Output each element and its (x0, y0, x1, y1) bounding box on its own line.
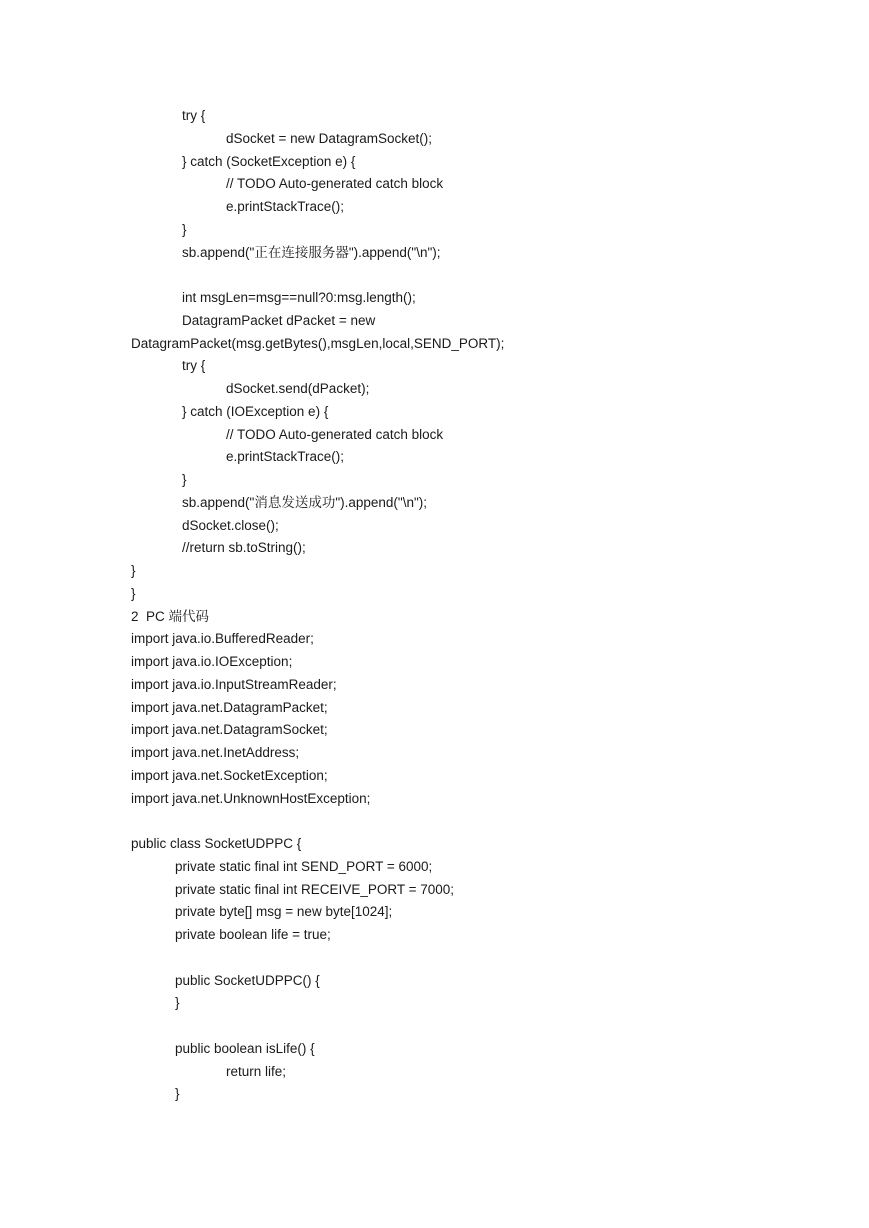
code-line (0, 537, 869, 560)
blank-line (0, 264, 869, 287)
blank-line (0, 1015, 869, 1038)
code-line-text: e.printStackTrace(); (226, 449, 345, 465)
code-line-text: import java.net.DatagramSocket; (131, 722, 328, 738)
code-line-text: private byte[] msg = new byte[1024]; (175, 904, 393, 920)
code-line-text: private boolean life = true; (175, 927, 331, 942)
blank-line (0, 810, 869, 833)
code-line (0, 1083, 869, 1106)
code-line (0, 856, 869, 879)
code-line-text: } (131, 563, 136, 578)
code-line-text: import java.io.InputStreamReader; (131, 676, 337, 692)
code-line (0, 310, 869, 333)
code-line-text: sb.append("消息发送成功").append("\n"); (182, 494, 428, 510)
code-line-text: import java.net.SocketException; (131, 767, 328, 783)
code-line (0, 424, 869, 447)
code-line (0, 333, 869, 356)
code-line (0, 378, 869, 401)
code-line-text: } (175, 995, 180, 1011)
code-line-text: import java.net.UnknownHostException; (131, 790, 371, 806)
code-line-text: try { (182, 108, 206, 123)
code-line (0, 560, 869, 583)
code-line-text: dSocket.close(); (182, 517, 279, 533)
code-line-text: public class SocketUDPPC { (131, 836, 302, 851)
code-line-text: //return sb.toString(); (182, 540, 306, 556)
code-line-text: } (182, 221, 187, 237)
code-line (0, 833, 869, 856)
code-line-text: } (182, 472, 187, 487)
code-line-text: import java.io.IOException; (131, 654, 293, 669)
code-line (0, 970, 869, 993)
code-line (0, 401, 869, 424)
code-line (0, 1038, 869, 1061)
code-line (0, 219, 869, 242)
code-line-text: } catch (IOException e) { (182, 403, 329, 419)
code-line-text: dSocket.send(dPacket); (226, 381, 370, 396)
code-line (0, 697, 869, 720)
code-line-text: import java.net.InetAddress; (131, 745, 300, 760)
code-line (0, 606, 869, 629)
code-line (0, 469, 869, 492)
code-line (0, 674, 869, 697)
code-line (0, 128, 869, 151)
code-line (0, 105, 869, 128)
code-line (0, 742, 869, 765)
code-line-text: sb.append("正在连接服务器").append("\n"); (182, 244, 441, 260)
code-line (0, 765, 869, 788)
code-line-text: try { (182, 358, 206, 374)
code-line-text: } (131, 585, 136, 601)
code-line-text: public SocketUDPPC() { (175, 972, 320, 988)
code-line-text: DatagramPacket dPacket = new (182, 312, 376, 328)
code-line-text: private static final int RECEIVE_PORT = 7000; (175, 881, 455, 897)
code-line-text: 2 PC 端代码 (131, 608, 210, 624)
code-line-text: } (175, 1086, 180, 1102)
code-line (0, 583, 869, 606)
code-line (0, 901, 869, 924)
code-line (0, 446, 869, 469)
code-line (0, 287, 869, 310)
code-line-text: import java.io.BufferedReader; (131, 631, 314, 647)
code-line (0, 515, 869, 538)
code-line-text: public boolean isLife() { (175, 1040, 315, 1056)
code-line (0, 628, 869, 651)
code-line-text: private static final int SEND_PORT = 6000; (175, 858, 433, 874)
code-listing (0, 105, 869, 1106)
code-line (0, 651, 869, 674)
code-line (0, 173, 869, 196)
code-line-text: e.printStackTrace(); (226, 199, 345, 214)
code-line (0, 924, 869, 947)
code-line-text: // TODO Auto-generated catch block (226, 176, 444, 192)
code-line (0, 355, 869, 378)
code-line-text: return life; (226, 1063, 287, 1079)
code-line (0, 492, 869, 515)
code-line (0, 1061, 869, 1084)
code-line (0, 242, 869, 265)
code-line-text: import java.net.DatagramPacket; (131, 699, 328, 715)
code-line-text: DatagramPacket(msg.getBytes(),msgLen,local,SEND_PORT); (131, 335, 505, 351)
code-line-text: } catch (SocketException e) { (182, 153, 356, 169)
code-line (0, 879, 869, 902)
code-line (0, 719, 869, 742)
code-line (0, 196, 869, 219)
code-line (0, 151, 869, 174)
code-line-text: int msgLen=msg==null?0:msg.length(); (182, 290, 416, 305)
code-line-text: dSocket = new DatagramSocket(); (226, 130, 432, 146)
code-line (0, 992, 869, 1015)
code-line (0, 788, 869, 811)
code-line-text: // TODO Auto-generated catch block (226, 426, 444, 442)
blank-line (0, 947, 869, 970)
